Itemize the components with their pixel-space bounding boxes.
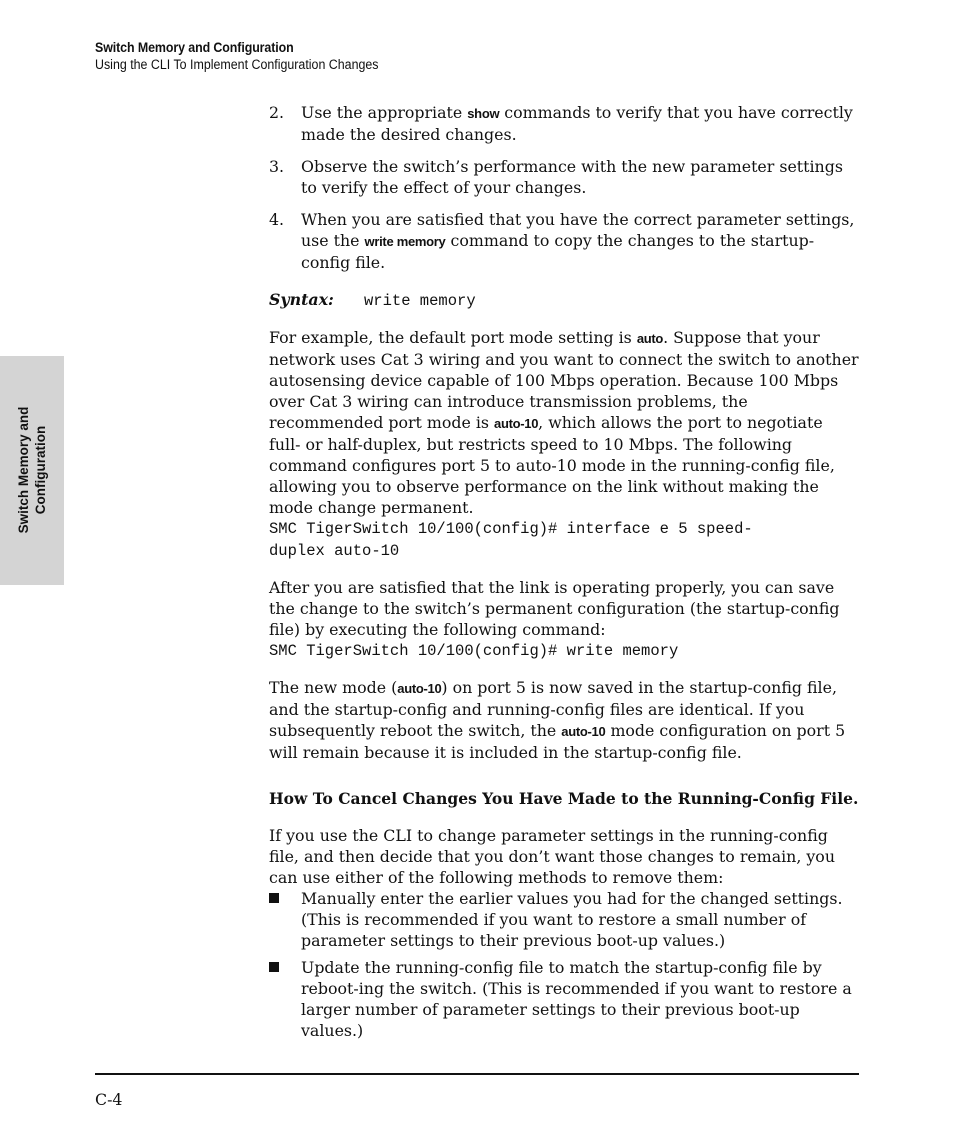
command-keyword: auto-10 <box>397 681 442 696</box>
side-tab-line-1: Switch Memory and <box>16 406 31 534</box>
step-text: Observe the switch’s performance with the new parameter settings to verify the effect of your changes. <box>301 157 843 197</box>
step-number: 4. <box>269 210 285 229</box>
list-item <box>269 888 859 951</box>
side-tab-line-2: Configuration <box>33 425 48 515</box>
code-line: SMC TigerSwitch 10/100(config)# write memory <box>269 642 679 660</box>
code-block-write-memory <box>269 640 859 662</box>
page-number: C-4 <box>95 1090 123 1109</box>
syntax-command: write memory <box>364 292 476 310</box>
result-paragraph: The new mode (auto-10) on port 5 is now saved in the startup-config file, and the startup-config and running-config files are identical. If you subsequently reboot the switch, the auto-10 mode configuration on port 5 will remain because it is included in the startup-config file. <box>269 678 846 762</box>
list-item-text: Manually enter the earlier values you had for the changed settings. (This is recommended if you want to restore a small number of parameter settings to their previous boot-up values.) <box>301 889 843 950</box>
list-item-text: Update the running-config file to match the startup-config file by reboot-ing the switch. (This is recommended if you want to restore a larger number of parameter settings to their previous boot-up values.) <box>301 958 852 1040</box>
square-bullet-icon <box>269 962 279 972</box>
step-text: When you are satisfied that you have the correct parameter settings, use the write memory command to copy the changes to the startup-config file. <box>301 210 855 272</box>
step-text: Use the appropriate show commands to verify that you have correctly made the desired changes. <box>301 103 853 144</box>
code-line: SMC TigerSwitch 10/100(config)# interface e 5 speed- <box>269 520 753 538</box>
header-title: Switch Memory and Configuration <box>95 40 294 55</box>
example-paragraph: For example, the default port mode setting is auto. Suppose that your network uses Cat 3 wiring and you want to connect the switch to another autosensing device capable of 100 Mbps operation. Because 100 Mbps over Cat 3 wiring can introduce transmission problems, the recommended port mode is auto-10, which allows the port to negotiate full- or half-duplex, but restricts speed to 10 Mbps. The following command configures port 5 to auto-10 mode in the running-config file, allowing you to observe performance on the link without making the mode change permanent. <box>269 328 859 517</box>
command-keyword: auto-10 <box>494 416 539 431</box>
step-number: 3. <box>269 157 285 176</box>
side-tab-label <box>15 407 49 534</box>
command-keyword: auto <box>636 331 664 346</box>
step-item <box>269 209 859 273</box>
syntax-line <box>269 289 859 312</box>
square-bullet-icon <box>269 893 279 903</box>
save-paragraph: After you are satisfied that the link is operating properly, you can save the change to the switch’s permanent configuration (the startup-config file) by executing the following command: <box>269 578 840 639</box>
code-line: duplex auto-10 <box>269 542 400 560</box>
step-item <box>269 156 859 198</box>
syntax-label: Syntax: <box>269 290 334 309</box>
step-item <box>269 102 859 145</box>
page-header <box>95 40 403 72</box>
cancel-paragraph: If you use the CLI to change parameter settings in the running-config file, and then decide that you don’t want those changes to remain, you can use either of the following methods to remove them: <box>269 826 835 887</box>
command-keyword: write memory <box>364 234 446 249</box>
chapter-side-tab <box>0 356 64 585</box>
main-content <box>269 102 859 1047</box>
code-block-interface <box>269 518 859 562</box>
command-keyword: show <box>467 106 500 121</box>
section-heading: How To Cancel Changes You Have Made to the Running-Config File. <box>269 789 859 808</box>
list-item <box>269 957 859 1041</box>
command-keyword: auto-10 <box>561 724 606 739</box>
footer-divider <box>95 1073 859 1075</box>
step-number: 2. <box>269 103 285 122</box>
header-subtitle: Using the CLI To Implement Configuration Changes <box>95 57 379 72</box>
